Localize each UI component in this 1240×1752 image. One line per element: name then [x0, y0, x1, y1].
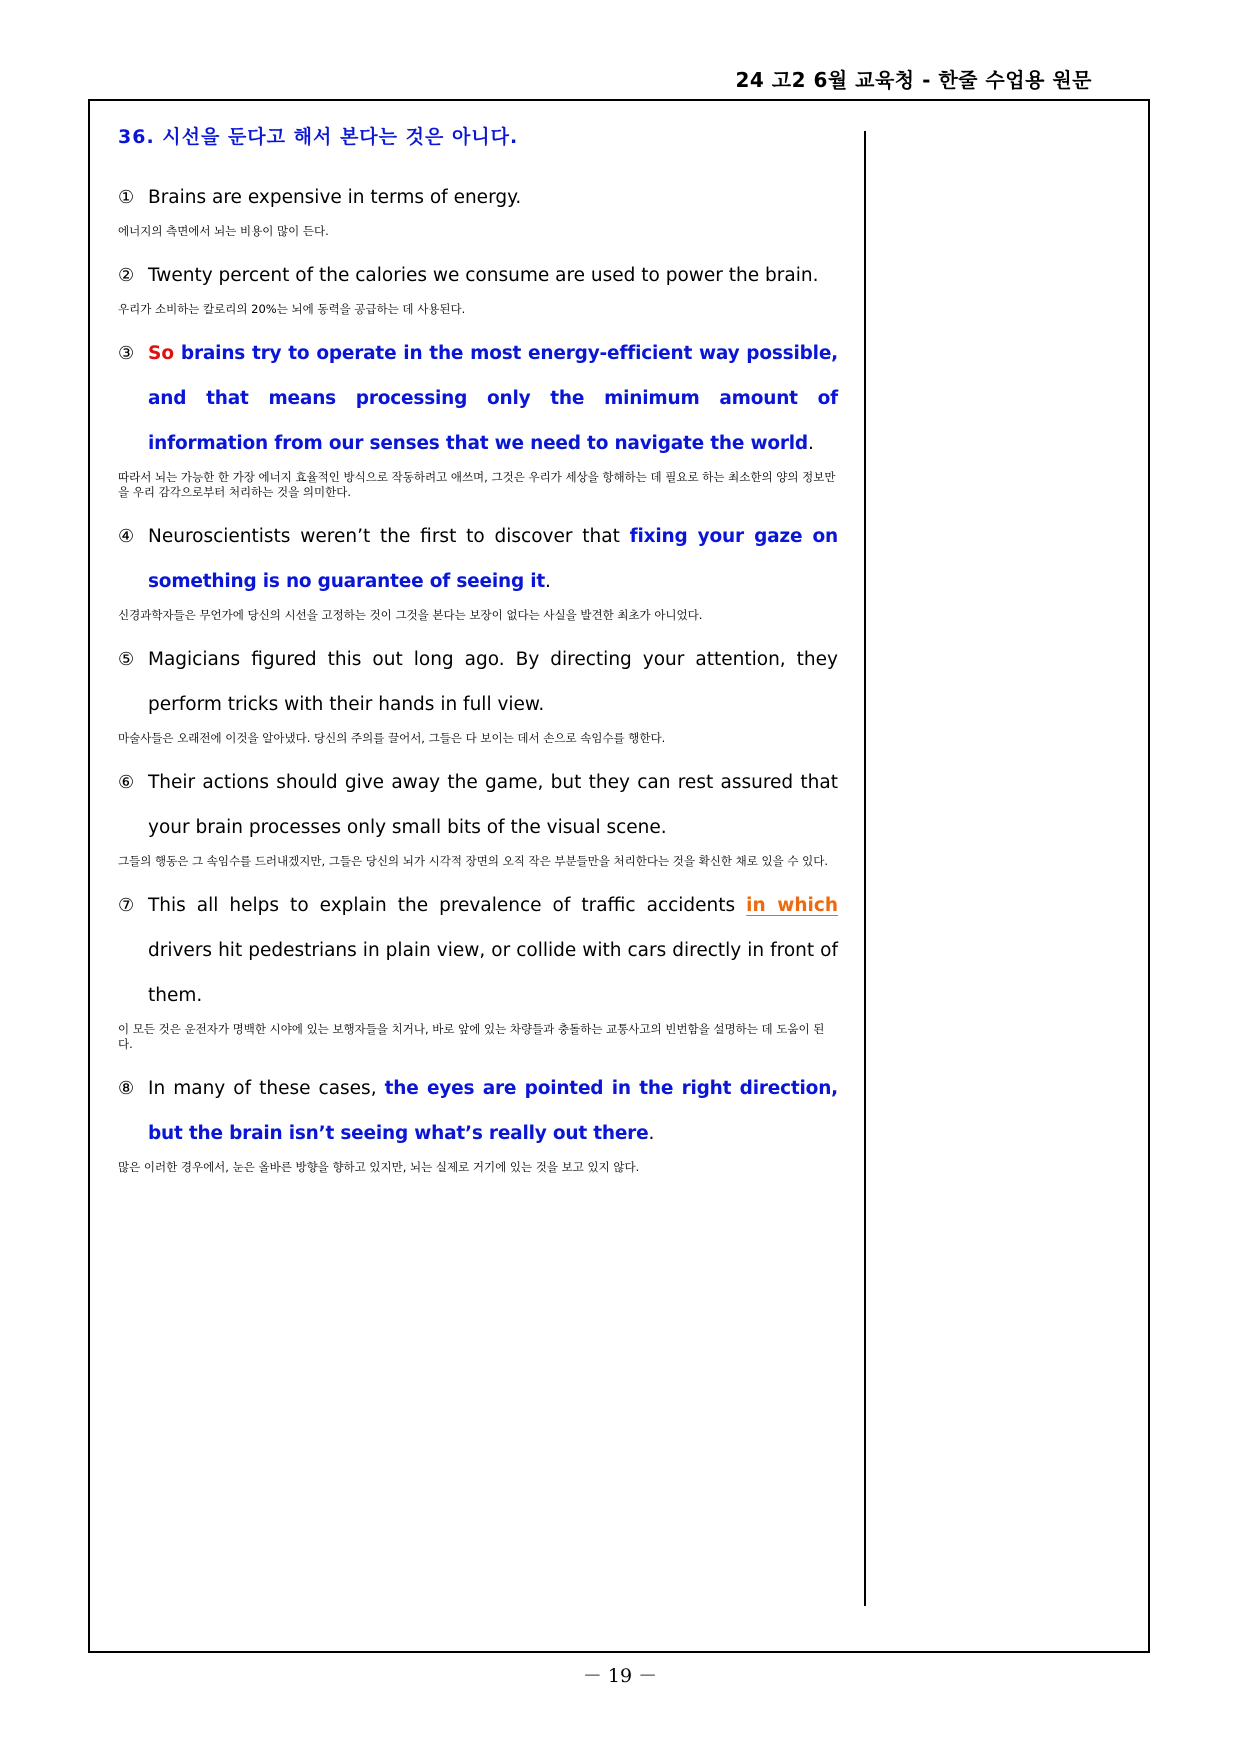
- korean-translation: 우리가 소비하는 칼로리의 20%는 뇌에 동력을 공급하는 데 사용된다.: [118, 302, 466, 316]
- sentence-number: ①: [118, 187, 135, 208]
- sentence-text: Twenty percent of the calories we consume are used to power the brain.: [148, 265, 819, 286]
- sentence-text: In many of these cases,: [148, 1078, 385, 1099]
- section-title: 36. 시선을 둔다고 해서 본다는 것은 아니다.: [118, 126, 519, 148]
- english-sentence: [118, 637, 838, 727]
- page-number: － 19 －: [582, 1665, 658, 1687]
- highlighted-text: brains try to operate in the most energy-efficient way possible, and that means processing only the minimum amount of information from our senses that we need to navigate the world: [148, 343, 838, 454]
- english-sentence: [118, 1066, 838, 1156]
- sentence-item: [118, 253, 838, 317]
- highlighted-text: the eyes are pointed in the right direction, but the brain isn’t seeing what’s really out there: [148, 1078, 838, 1144]
- sentence-number: ⑦: [118, 895, 135, 916]
- sentence-number: ②: [118, 265, 135, 286]
- red-keyword: So: [148, 343, 175, 364]
- english-sentence: [118, 331, 838, 466]
- sentence-item: [118, 175, 838, 239]
- sentence-text: Their actions should give away the game, but they can rest assured that your brain processes only small bits of the visual scene.: [148, 772, 838, 838]
- korean-translation: 에너지의 측면에서 뇌는 비용이 많이 든다.: [118, 224, 329, 238]
- sentence-text: This all helps to explain the prevalence of traffic accidents: [148, 895, 747, 916]
- sentence-text: Magicians figured this out long ago. By directing your attention, they perform tricks with their hands in full view.: [148, 649, 838, 715]
- sentence-text-end: .: [648, 1123, 655, 1144]
- sentence-number: ③: [118, 343, 135, 364]
- english-sentence: [118, 514, 838, 604]
- sentence-text-end: .: [545, 571, 551, 592]
- korean-translation: 많은 이러한 경우에서, 눈은 올바른 방향을 향하고 있지만, 뇌는 실제로 거기에 있는 것을 보고 있지 않다.: [118, 1160, 640, 1174]
- sentence-text-end: .: [807, 433, 814, 454]
- korean-translation: 그들의 행동은 그 속임수를 드러내겠지만, 그들은 당신의 뇌가 시각적 장면의 오직 작은 부분들만을 처리한다는 것을 확신한 채로 있을 수 있다.: [118, 854, 828, 868]
- korean-translation: 마술사들은 오래전에 이것을 알아냈다. 당신의 주의를 끌어서, 그들은 다 보이는 데서 손으로 속임수를 행한다.: [118, 731, 666, 745]
- sentence-number: ⑥: [118, 772, 135, 793]
- english-sentence: [118, 175, 838, 220]
- english-sentence: [118, 883, 838, 1018]
- column-divider: [864, 131, 866, 1606]
- sentence-item: [118, 1066, 838, 1175]
- document-header: 24 고2 6월 교육청 - 한줄 수업용 원문: [735, 68, 1092, 92]
- grammar-point: in which: [746, 895, 838, 916]
- english-sentence: [118, 253, 838, 298]
- sentence-text: Brains are expensive in terms of energy.: [148, 187, 522, 208]
- sentence-item: [118, 331, 838, 500]
- english-sentence: [118, 760, 838, 850]
- korean-translation: 신경과학자들은 무언가에 당신의 시선을 고정하는 것이 그것을 본다는 보장이 없다는 사실을 발견한 최초가 아니었다.: [118, 608, 703, 622]
- korean-translation: 이 모든 것은 운전자가 명백한 시야에 있는 보행자들을 치거나, 바로 앞에 있는 차량들과 충돌하는 교통사고의 빈번함을 설명하는 데 도움이 된다.: [118, 1022, 825, 1051]
- sentence-number: ⑤: [118, 649, 135, 670]
- highlighted-text: fixing your gaze on something is no guarantee of seeing it: [148, 526, 838, 592]
- sentence-number: ④: [118, 526, 135, 547]
- passage-content: [118, 122, 838, 1189]
- sentence-number: ⑧: [118, 1078, 135, 1099]
- sentence-text-end: drivers hit pedestrians in plain view, or collide with cars directly in front of them.: [148, 940, 838, 1006]
- sentence-item: [118, 883, 838, 1052]
- korean-translation: 따라서 뇌는 가능한 한 가장 에너지 효율적인 방식으로 작동하려고 애쓰며, 그것은 우리가 세상을 항해하는 데 필요로 하는 최소한의 양의 정보만을 우리 감각으로부터 처리하는 것을 의미한다.: [118, 470, 836, 499]
- sentence-text: Neuroscientists weren’t the first to discover that: [148, 526, 630, 547]
- sentence-item: [118, 514, 838, 623]
- sentence-item: [118, 637, 838, 746]
- sentence-item: [118, 760, 838, 869]
